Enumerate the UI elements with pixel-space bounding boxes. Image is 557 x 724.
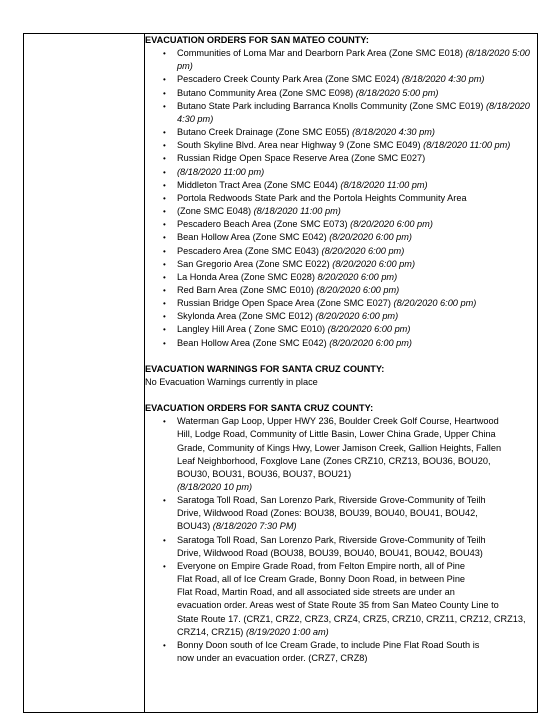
item-line [177, 613, 537, 626]
bullet-icon: • [163, 496, 166, 506]
item-line [177, 520, 537, 533]
item-text: Drive, Wildwood Road (BOU38, BOU39, BOU40, BOU41, BOU42, BOU43) [177, 547, 483, 558]
bullet-icon: • [163, 259, 166, 269]
bullet-icon: • [163, 417, 166, 427]
item-text: Flat Road, Martin Road, and all associated side streets are under an [177, 587, 455, 598]
item-line [177, 415, 537, 428]
item-text: BOU43) [177, 521, 211, 532]
bullet-icon: • [163, 154, 166, 164]
item-line [177, 639, 537, 652]
item-line [177, 481, 537, 494]
bullet-icon: • [163, 535, 166, 545]
list-item [145, 152, 537, 165]
item-date: (8/20/2020 6:00 pm) [327, 324, 411, 335]
item-date: (8/20/2020 6:00 pm) [315, 311, 399, 322]
item-date: (8/20/2020 6:00 pm) [393, 298, 477, 309]
bullet-icon: • [163, 640, 166, 650]
list-item [145, 192, 537, 205]
item-text: South Skyline Blvd. Area near Highway 9 (Zone SMC E049) [177, 140, 421, 151]
list-item [145, 494, 537, 533]
list-item [145, 284, 537, 297]
bullet-icon: • [163, 272, 166, 282]
list-item [145, 639, 537, 665]
item-line [177, 534, 537, 547]
item-date: (8/18/2020 5:00 pm) [177, 48, 530, 72]
item-text: Middleton Tract Area (Zone SMC E044) [177, 179, 338, 190]
item-text: Waterman Gap Loop, Upper HWY 236, Boulder Creek Golf Course, Heartwood [177, 416, 499, 427]
bullet-icon: • [163, 325, 166, 335]
item-line [177, 599, 537, 612]
list-item [145, 73, 537, 86]
bullet-icon: • [163, 233, 166, 243]
bullet-icon: • [163, 561, 166, 571]
item-text: Grade, Community of Kings Hwy, Lower Jamison Creek, Gallion Heights, Fallen [177, 442, 502, 453]
list-item [145, 534, 537, 560]
item-text: Saratoga Toll Road, San Lorenzo Park, Riverside Grove-Community of Teilh [177, 495, 486, 506]
list-item [145, 47, 537, 73]
list-item [145, 297, 537, 310]
item-text: Bean Hollow Area (Zone SMC E042) [177, 232, 327, 243]
item-text: Skylonda Area (Zone SMC E012) [177, 311, 313, 322]
item-text: Portola Redwoods State Park and the Portola Heights Community Area [177, 192, 467, 203]
item-text: State Route 17. (CRZ1, CRZ2, CRZ3, CRZ4, CRZ5, CRZ10, CRZ11, CRZ12, CRZ13, [177, 613, 526, 624]
list-item [145, 560, 537, 639]
item-date: (8/18/2020 5:00 pm) [355, 87, 439, 98]
item-text: Butano Creek Drainage (Zone SMC E055) [177, 127, 350, 138]
list-item [145, 323, 537, 336]
bullet-icon: • [163, 246, 166, 256]
table-row [24, 34, 538, 713]
list-item [145, 139, 537, 152]
item-text: Pescadero Beach Area (Zone SMC E073) [177, 219, 348, 230]
bullet-icon: • [163, 167, 166, 177]
bullet-icon: • [163, 128, 166, 138]
item-date: (8/20/2020 6:00 pm) [332, 258, 416, 269]
list-item [145, 179, 537, 192]
item-line [177, 586, 537, 599]
item-text: Langley Hill Area ( Zone SMC E010) [177, 324, 326, 335]
item-text: Drive, Wildwood Road (Zones: BOU38, BOU39, BOU40, BOU41, BOU42, [177, 508, 478, 519]
item-date: (8/18/2020 11:00 pm) [253, 206, 341, 217]
bullet-icon: • [163, 285, 166, 295]
item-line [177, 573, 537, 586]
santa-cruz-orders-heading: EVACUATION ORDERS FOR SANTA CRUZ COUNTY: [145, 403, 374, 414]
evacuation-table [23, 33, 538, 713]
item-text: Pescadero Creek County Park Area (Zone SMC E024) [177, 74, 400, 85]
item-text: evacuation order. Areas west of State Route 35 from San Mateo County Line to [177, 600, 499, 611]
item-text: CRZ14, CRZ15) [177, 626, 244, 637]
item-line [177, 652, 537, 665]
san-mateo-orders-list [145, 47, 537, 350]
item-text: Pescadero Area (Zone SMC E043) [177, 245, 319, 256]
section-spacer [145, 350, 537, 363]
item-date: (8/20/2020 6:00 pm) [316, 284, 400, 295]
item-date: (8/20/2020 6:00 pm) [321, 245, 405, 256]
list-item [145, 245, 537, 258]
bullet-icon: • [163, 193, 166, 203]
list-item [145, 205, 537, 218]
item-line [177, 428, 537, 441]
bullet-icon: • [163, 338, 166, 348]
bullet-icon: • [163, 180, 166, 190]
item-date: (8/18/2020 10 pm) [177, 482, 253, 492]
content-cell [145, 34, 538, 713]
item-text: now under an evacuation order. (CRZ7, CRZ8) [177, 653, 368, 664]
item-text: (Zone SMC E048) [177, 206, 252, 217]
bullet-icon: • [163, 101, 166, 111]
item-date: (8/20/2020 6:00 pm) [350, 219, 433, 230]
bullet-icon: • [163, 299, 166, 309]
item-date: (8/18/2020 4:30 pm) [401, 74, 485, 85]
list-item [145, 310, 537, 323]
item-text: Russian Ridge Open Space Reserve Area (Zone SMC E027) [177, 153, 426, 164]
list-item [145, 415, 537, 494]
item-date: (8/18/2020 11:00 pm) [177, 166, 265, 177]
bullet-icon: • [163, 88, 166, 98]
list-item [145, 100, 537, 126]
document-page [23, 33, 538, 714]
item-date: (8/18/2020 11:00 pm) [340, 179, 428, 190]
san-mateo-orders-heading: EVACUATION ORDERS FOR SAN MATEO COUNTY: [145, 35, 369, 45]
item-text: Hill, Lodge Road, Community of Little Basin, Lower China Grade, Upper China [177, 429, 496, 440]
item-line [177, 442, 537, 455]
item-text: Russian Bridge Open Space Area (Zone SMC E027) [177, 298, 391, 309]
bullet-icon: • [163, 207, 166, 217]
item-text: Communities of Loma Mar and Dearborn Park Area (Zone SMC E018) [177, 48, 463, 59]
item-date: 8/20/2020 6:00 pm) [317, 271, 398, 282]
item-line [177, 468, 537, 481]
left-empty-cell [24, 34, 145, 713]
section-spacer [145, 389, 537, 402]
bullet-icon: • [163, 49, 166, 59]
item-date: (8/20/2020 6:00 pm) [329, 232, 412, 243]
item-text: Bonny Doon south of Ice Cream Grade, to include Pine Flat Road South is [177, 639, 480, 650]
item-line [177, 455, 537, 468]
item-date: (8/18/2020 4:30 pm) [177, 100, 530, 124]
item-text: La Honda Area (Zone SMC E028) [177, 271, 315, 282]
item-text: BOU30, BOU31, BOU36, BOU37, BOU21) [177, 468, 352, 479]
list-item [145, 231, 537, 244]
bullet-icon: • [163, 312, 166, 322]
item-text: Bean Hollow Area (Zone SMC E042) [177, 337, 327, 348]
list-item [145, 126, 537, 139]
item-line [177, 626, 537, 639]
list-item [145, 271, 537, 284]
list-item [145, 218, 537, 231]
list-item [145, 166, 537, 179]
item-date: (8/18/2020 7:30 PM) [212, 521, 297, 532]
bullet-icon: • [163, 75, 166, 85]
item-text: Saratoga Toll Road, San Lorenzo Park, Riverside Grove-Community of Teilh [177, 534, 486, 545]
santa-cruz-warnings-text: No Evacuation Warnings currently in place [145, 376, 318, 387]
item-date: (8/20/2020 6:00 pm) [329, 337, 412, 348]
list-item [145, 258, 537, 271]
item-date: (8/18/2020 4:30 pm) [352, 127, 435, 138]
item-text: Butano Community Area (Zone SMC E098) [177, 87, 354, 98]
item-text: Butano State Park including Barranca Knolls Community (Zone SMC E019) [177, 100, 484, 111]
list-item [145, 87, 537, 100]
item-text: Leaf Neighborhood, Foxglove Lane (Zones CRZ10, CRZ13, BOU36, BOU20, [177, 455, 491, 466]
item-line [177, 560, 537, 573]
item-line [177, 547, 537, 560]
list-item [145, 337, 537, 350]
evacuation-content [145, 34, 537, 665]
item-line [177, 507, 537, 520]
santa-cruz-orders-list [145, 415, 537, 665]
item-line [177, 494, 537, 507]
bullet-icon: • [163, 220, 166, 230]
item-text: Everyone on Empire Grade Road, from Felton Empire north, all of Pine [177, 560, 466, 571]
item-text: Flat Road, all of Ice Cream Grade, Bonny Doon Road, in between Pine [177, 574, 466, 585]
santa-cruz-warnings-heading: EVACUATION WARNINGS FOR SANTA CRUZ COUNTY: [145, 363, 385, 374]
item-date: (8/19/2020 1:00 am) [245, 626, 329, 637]
item-text: San Gregorio Area (Zone SMC E022) [177, 258, 330, 269]
bullet-icon: • [163, 141, 166, 151]
item-text: Red Barn Area (Zone SMC E010) [177, 284, 314, 295]
item-date: (8/18/2020 11:00 pm) [423, 140, 511, 151]
